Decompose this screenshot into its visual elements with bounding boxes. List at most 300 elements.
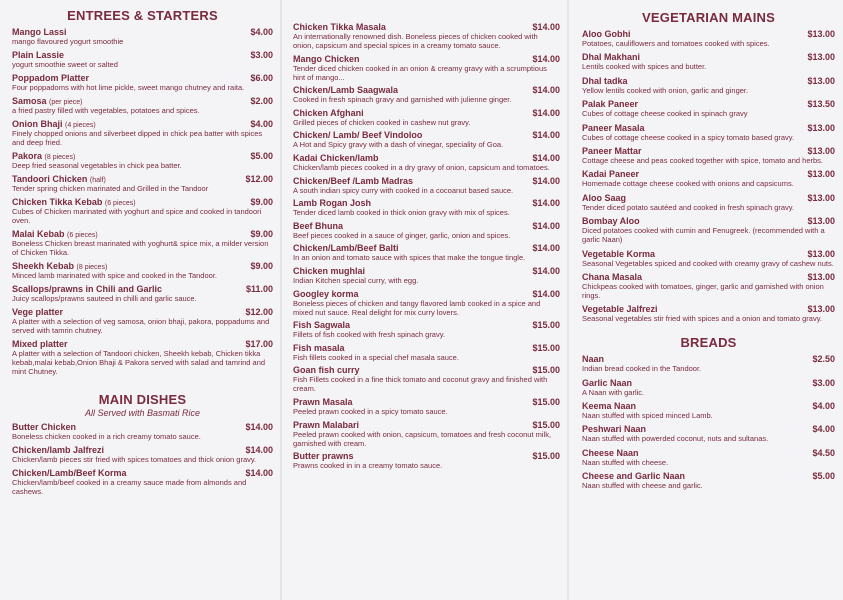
menu-item [12,339,273,376]
item-name: Malai Kebab [12,229,65,239]
item-name-group [12,261,107,271]
item-name-group [582,193,626,203]
menu-item [12,27,273,46]
item-description: Boneless pieces of chicken and tangy flavored lamb cooked in a spice and mixed nut sauce. Real delight for mix curry lovers. [293,298,541,317]
item-description: Tender diced lamb cooked in thick onion gravy with mix of spices. [293,208,510,218]
menu-item [293,243,560,262]
menu-item [293,420,560,448]
item-price: $13.00 [807,192,835,203]
item-price: $14.00 [532,288,560,299]
item-name-group [582,272,642,282]
item-price: $13.00 [807,304,835,315]
menu-item-row [582,193,835,203]
menu-item-row [582,123,835,133]
item-price: $14.00 [532,22,560,32]
menu-item [12,307,273,335]
menu-item [582,52,835,71]
item-description: Peeled prawn cooked in a spicy tomato sauce. [293,406,448,416]
menu-item-row [293,289,560,299]
menu-item-row [293,85,560,95]
item-name: Butter Chicken [12,422,77,432]
item-description: A south indian spicy curry with cooked in a cocoanut based sauce. [293,185,514,195]
item-description: Naan stuffed with cheese. [582,457,669,467]
item-price: $14.00 [532,265,560,276]
item-name: Sheekh Kebab [12,261,75,271]
item-name: Palak Paneer [582,99,639,110]
menu-item-row [293,108,560,118]
item-description: Cooked in fresh spinach gravy and garnished with julienne ginger. [293,95,512,105]
menu-item-row [293,130,560,140]
item-name-group [293,108,364,118]
menu-item [582,378,835,397]
menu-item [582,76,835,95]
item-name: Mixed platter [12,339,68,349]
item-name-group [12,119,96,129]
item-name: Scallops/prawns in Chili and Garlic [12,284,163,294]
section-heading: VEGETARIAN MAINS [642,10,775,25]
item-description: Cubes of Chicken marinated with yoghurt and spice and cooked in tandoori oven. [12,207,262,225]
item-name-group [582,123,645,133]
menu-item [293,343,560,362]
item-price: $13.00 [807,248,835,259]
section-heading: MAIN DISHES [98,392,187,407]
menu-item [293,176,560,195]
menu-item-row [293,397,560,407]
menu-item-row [12,96,273,106]
item-portion-note: (8 pieces) [76,264,108,271]
item-description: Cottage cheese and peas cooked together with spice, tomato and herbs. [582,155,823,165]
menu-item [12,445,273,464]
menu-item-row [582,448,835,458]
item-name-group [12,27,67,37]
item-name-group [582,249,655,259]
item-description: Cubes of cottage cheese cooked in a spicy tomato based gravy. [582,132,795,142]
menu-item-row [582,249,835,259]
item-portion-note: (8 pieces) [44,154,76,161]
item-description: Fish Fillets cooked in a fine thick tomato and coconut gravy and finished with cream. [293,375,548,394]
menu-item [293,451,560,470]
item-price: $14.00 [532,198,560,209]
menu-item [293,397,560,416]
menu-item-row [12,73,273,83]
item-name: Aloo Gobhi [582,29,631,39]
item-portion-note: (half) [89,177,106,184]
menu-item-row [293,343,560,353]
item-name-group [582,471,685,481]
item-name-group [293,85,398,95]
item-name-group [12,197,136,207]
item-name: Vege platter [12,307,64,317]
item-price: $5.00 [812,471,835,482]
item-name-group [12,307,63,317]
menu-column-middle [281,0,568,600]
item-name: Aloo Saag [582,192,627,203]
item-price: $6.00 [250,73,273,83]
item-name-group [12,468,127,478]
menu-item [293,289,560,317]
menu-item [12,119,273,147]
item-name-group [293,266,365,276]
item-price: $9.00 [250,197,273,207]
item-name: Chicken/Lamb Saagwala [293,85,399,96]
item-description: Indian Kitchen special curry, with egg. [293,275,419,285]
menu-item [12,73,273,92]
item-price: $9.00 [250,229,273,239]
menu-item-row [582,216,835,226]
item-price: $14.00 [245,468,273,478]
item-price: $14.00 [532,53,560,64]
item-price: $4.50 [812,447,835,458]
item-portion-note: (per piece) [49,99,83,106]
item-price: $13.00 [807,52,835,63]
menu-item [12,151,273,170]
item-description: a fried pastry filled with vegetables, potatoes and spices. [12,106,200,115]
item-description: A platter with a selection of veg samosa, onion bhaji, pakora, poppadums and served with tamrin chutney. [12,317,270,335]
item-price: $13.00 [807,169,835,180]
menu-item-row [293,365,560,375]
menu-item-row [12,174,273,184]
item-name: Vegetable Korma [582,248,656,259]
item-price: $12.00 [245,174,273,184]
item-name-group [582,76,628,86]
menu-item-row [293,420,560,430]
item-portion-note: (6 pieces) [104,200,136,207]
item-name: Prawn Masala [293,396,353,407]
item-price: $14.00 [532,220,560,231]
menu-item-row [582,354,835,364]
item-name-group [293,22,386,32]
item-description: Yellow lentils cooked with onion, garlic and ginger. [582,85,749,95]
menu-item [12,96,273,115]
menu-item-row [582,29,835,39]
item-description: Prawns cooked in in a creamy tomato sauce. [293,461,443,471]
item-name: Cheese and Garlic Naan [582,471,686,482]
item-name-group [12,50,64,60]
item-name-group [293,420,359,430]
item-price: $2.50 [812,354,835,365]
item-price: $13.00 [807,75,835,86]
item-name: Prawn Malabari [293,419,360,430]
item-name-group [582,354,604,364]
item-name: Chicken/lamb Jalfrezi [12,445,105,455]
menu-item [293,365,560,393]
menu-item [582,169,835,188]
item-name: Onion Bhaji [12,119,63,129]
item-name-group [293,198,371,208]
item-name-group [12,422,76,432]
menu-item [12,229,273,257]
menu-item-row [12,229,273,239]
item-name-group [293,130,422,140]
item-price: $14.00 [532,152,560,163]
item-name: Chicken mughlai [293,265,366,276]
item-name-group [293,397,353,407]
item-price: $5.00 [250,151,273,161]
item-description: Minced lamb marinated with spice and cooked in the Tandoor. [12,271,217,280]
item-description: Chicken/lamb/beef cooked in a creamy sauce made from almonds and cashews. [12,478,247,496]
menu-item [293,198,560,217]
menu-item-row [582,272,835,282]
item-description: Seasonal Vegetables spiced and cooked with creamy gravy of cashew nuts. [582,258,834,268]
item-description: A platter with a selection of Tandoori chicken, Sheekh kebab, Chicken tikka kebab,malai kebab,Onion Bhaji & Pakora served with salad and tamrind and mint Chutney. [12,349,266,376]
menu-item [582,304,835,323]
item-name: Chicken/Lamb/Beef Balti [293,243,399,254]
menu-section [582,335,835,490]
item-name-group [293,54,360,64]
menu-item [582,193,835,212]
item-name: Poppadom Platter [12,73,90,83]
menu-item-row [582,76,835,86]
item-name: Googley korma [293,288,359,299]
menu-item [293,108,560,127]
item-name-group [582,169,639,179]
menu-item [293,320,560,339]
item-price: $15.00 [532,342,560,353]
item-price: $13.00 [807,122,835,133]
menu-item [293,266,560,285]
item-description: Homemade cottage cheese cooked with onions and capsicums. [582,179,794,189]
item-description: Chickpeas cooked with tomatoes, ginger, garlic and garnished with onion rings. [582,281,824,300]
item-price: $13.50 [807,99,835,110]
item-name: Dhal tadka [582,75,628,86]
item-name-group [582,304,658,314]
item-name-group [582,99,638,109]
item-price: $12.00 [245,307,273,317]
item-description: Cubes of cottage cheese cooked in spinach gravy [582,109,748,119]
item-price: $14.00 [245,445,273,455]
menu-item-row [12,284,273,294]
item-price: $2.00 [250,96,273,106]
menu-item-row [12,50,273,60]
menu-item-row [12,151,273,161]
item-price: $13.00 [807,145,835,156]
menu-item-row [582,401,835,411]
item-name: Mango Chicken [293,53,360,64]
item-description: Fillets of fish cooked with fresh spinach gravy. [293,330,446,340]
item-name-group [12,73,89,83]
item-description: Naan stuffed with cheese and garlic. [582,481,703,491]
item-name-group [293,365,360,375]
item-name-group [582,378,632,388]
item-price: $13.00 [807,216,835,227]
item-name: Chicken/ Lamb/ Beef Vindoloo [293,130,423,141]
item-name: Plain Lassie [12,50,65,60]
item-price: $14.00 [532,130,560,141]
menu-item [582,249,835,268]
menu-item-row [12,27,273,37]
item-description: yogurt smoothie sweet or salted [12,60,118,69]
item-name-group [293,221,343,231]
menu-item-row [12,468,273,478]
menu-item-row [293,176,560,186]
menu-item-row [12,339,273,349]
item-price: $15.00 [532,365,560,376]
item-price: $14.00 [532,243,560,254]
item-price: $17.00 [245,339,273,349]
item-name: Bombay Aloo [582,216,640,227]
menu-item-row [582,304,835,314]
menu-item [293,221,560,240]
menu-item [12,468,273,496]
item-name: Garlic Naan [582,377,633,388]
item-price: $4.00 [250,119,273,129]
item-price: $14.00 [532,85,560,96]
menu-item [582,99,835,118]
item-name: Butter prawns [293,451,354,462]
menu-item-row [12,261,273,271]
menu-item [582,146,835,165]
menu-item [582,216,835,244]
item-name-group [582,448,639,458]
item-name: Pakora [12,151,43,161]
item-name: Chicken/Beef /Lamb Madras [293,175,414,186]
item-name: Naan [582,354,605,365]
item-description: Chicken/lamb pieces cooked in a dry gravy of onion, capsicum and tomatoes. [293,162,550,172]
item-name-group [582,146,642,156]
menu-item-row [293,22,560,32]
menu-item-row [582,378,835,388]
section-heading: BREADS [680,335,737,351]
section-heading: ENTREES & STARTERS [67,8,218,23]
item-name: Fish masala [293,342,345,353]
item-description: Potatoes, cauliflowers and tomatoes cooked with spices. [582,39,770,48]
item-name: Tandoori Chicken [12,174,88,184]
item-description: Juicy scallops/prawns sauteed in chilli and garlic sauce. [12,294,197,303]
item-description: Lentils cooked with spices and butter. [582,62,707,72]
item-price: $3.00 [250,50,273,60]
item-name: Beef Bhuna [293,220,344,231]
item-name: Mango Lassi [12,27,67,37]
item-price: $4.00 [812,424,835,435]
menu-item [12,50,273,69]
item-price: $4.00 [812,401,835,412]
menu-item [582,424,835,443]
item-name: Cheese Naan [582,447,639,458]
menu-item-row [582,52,835,62]
item-name-group [12,339,68,349]
item-name: Samosa [12,96,47,106]
item-description: Boneless Chicken breast marinated with yoghurt& spice mix, a milder version of Chicken Tikka. [12,239,269,257]
item-description: Tender diced potato sautéed and cooked in fresh spinach gravy. [582,202,795,212]
item-portion-note: (6 pieces) [67,232,98,239]
item-description: Tender diced chicken cooked in an onion & creamy gravy with a scrumptious hint of mango... [293,63,547,82]
menu-item-row [293,243,560,253]
item-price: $14.00 [245,422,273,432]
item-description: An internationally renowned dish. Boneless pieces of chicken cooked with onion, capsicum and special spices in a creamy tomato sauce. [293,32,538,50]
item-name: Keema Naan [582,401,637,412]
item-description: Seasonal vegetables stir fried with spices and a onion and tomato gravy. [582,314,822,324]
menu-item [12,284,273,303]
item-description: Indian bread cooked in the Tandoor. [582,364,702,374]
menu-item [582,401,835,420]
item-name-group [582,424,646,434]
item-name: Paneer Masala [582,122,645,133]
item-price: $4.00 [250,27,273,37]
item-name-group [582,29,631,39]
item-description: Finely chopped onions and silverbeet dipped in chick pea batter with spices and deep fried. [12,129,263,147]
menu-item [582,354,835,373]
menu-item-row [12,422,273,432]
item-price: $13.00 [807,29,835,39]
menu-item [12,422,273,441]
menu-item [293,85,560,104]
menu-item-row [582,146,835,156]
item-price: $15.00 [532,396,560,407]
item-description: Boneless chicken cooked in a rich creamy tomato sauce. [12,432,201,441]
menu-item-row [293,54,560,64]
item-name-group [293,343,345,353]
item-name-group [12,174,106,184]
menu-section [12,8,273,376]
menu-item-row [12,307,273,317]
item-price: $3.00 [812,377,835,388]
item-description: Naan stuffed with powerded coconut, nuts and sultanas. [582,434,769,444]
item-name-group [293,451,354,461]
item-price: $15.00 [532,451,560,462]
item-description: In an onion and tomato sauce with spices that make the tongue tingle. [293,253,526,263]
menu-item-row [582,424,835,434]
item-name-group [582,216,640,226]
item-name-group [293,320,350,330]
menu-item [582,272,835,300]
item-name-group [293,153,379,163]
menu-item [293,153,560,172]
item-name: Fish Sagwala [293,320,351,331]
menu-item [293,54,560,82]
menu-item [582,123,835,142]
item-name-group [12,151,75,161]
section-subheading: All Served with Basmati Rice [84,408,201,418]
menu-section [12,392,273,496]
item-description: A Hot and Spicy gravy with a dash of vinegar, speciality of Goa. [293,140,504,150]
item-name-group [293,289,359,299]
menu-item-row [293,153,560,163]
item-name: Dhal Makhani [582,52,641,63]
menu-item [12,197,273,225]
menu-item-row [12,119,273,129]
item-price: $15.00 [532,320,560,331]
item-price: $13.00 [807,271,835,282]
item-name-group [12,445,104,455]
item-description: A Naan with garlic. [582,387,645,397]
item-name: Goan fish curry [293,365,360,376]
menu-item-row [293,320,560,330]
menu-item-row [293,266,560,276]
menu-item-row [582,169,835,179]
item-name: Chicken Tikka Kebab [12,197,103,207]
item-description: Four poppadoms with hot lime pickle, sweet mango chutney and raita. [12,83,245,92]
item-name: Vegetable Jalfrezi [582,304,658,315]
menu-item [582,471,835,490]
item-name-group [12,284,162,294]
item-name: Lamb Rogan Josh [293,198,372,209]
item-description: Diced potatoes cooked with cumin and Fenugreek. (recommended with a garlic Naan) [582,226,825,245]
menu-item-row [12,445,273,455]
item-name-group [582,401,636,411]
item-name: Chicken Tikka Masala [293,22,386,32]
menu-item [582,448,835,467]
menu-item [293,130,560,149]
menu-item-row [582,99,835,109]
menu-item-row [582,471,835,481]
item-description: Beef pieces cooked in a sauce of ginger, garlic, onion and spices. [293,230,511,240]
menu-column-left [0,0,281,600]
item-description: Grilled pieces of chicken cooked in cashew nut gravy. [293,117,471,127]
item-portion-note: (4 pieces) [65,122,96,129]
menu-item-row [293,198,560,208]
item-description: Naan stuffed with spiced minced Lamb. [582,411,713,421]
item-name: Chana Masala [582,271,643,282]
